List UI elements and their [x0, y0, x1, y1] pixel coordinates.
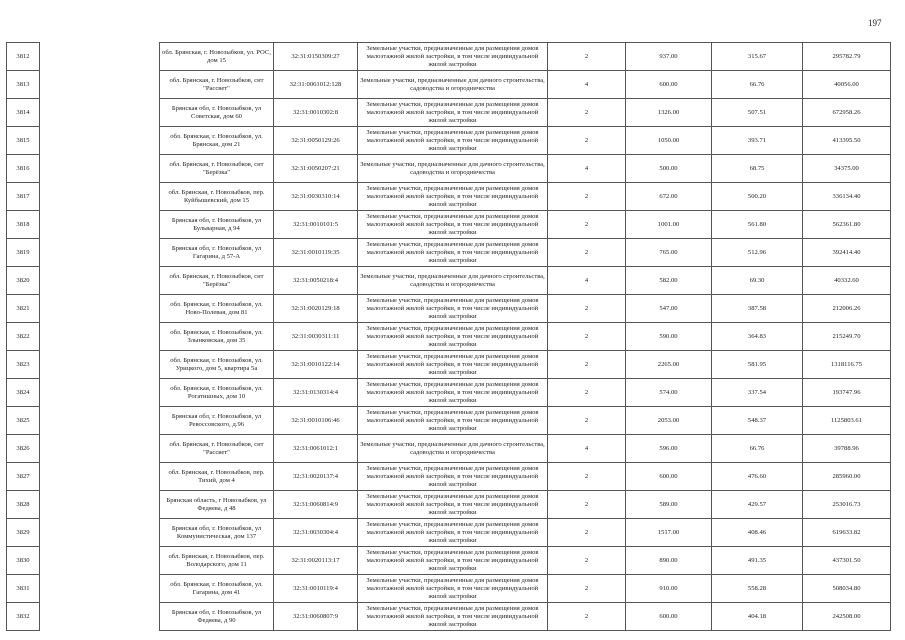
address-cell: Брянская обл, г. Новозыбков, ул Коммунистическая, дом 137 — [160, 519, 274, 547]
gap-cell — [40, 127, 160, 155]
land-use-description-cell: Земельные участки, предназначенные для размещения домов малоэтажной жилой застройки, в том числе индивидуальной жилой застройки — [358, 295, 548, 323]
specific-value-cell: 393.71 — [712, 127, 803, 155]
group-number-cell: 2 — [548, 295, 626, 323]
land-use-description-cell: Земельные участки, предназначенные для размещения домов малоэтажной жилой застройки, в том числе индивидуальной жилой застройки — [358, 211, 548, 239]
row-number-cell: 3812 — [7, 43, 40, 71]
cadastral-number-cell: 32:31:0060814:9 — [274, 491, 358, 519]
specific-value-cell: 548.37 — [712, 407, 803, 435]
cadastral-number-cell: 32:31:0050207:21 — [274, 155, 358, 183]
gap-cell — [40, 239, 160, 267]
group-number-cell: 2 — [548, 323, 626, 351]
cadastral-number-cell: 32:31:0010119:4 — [274, 575, 358, 603]
cadastral-number-cell: 32:31:0061012:128 — [274, 71, 358, 99]
cadastral-value-cell: 212006.26 — [803, 295, 891, 323]
table-row — [7, 155, 891, 183]
row-number-cell: 3820 — [7, 267, 40, 295]
table-row — [7, 435, 891, 463]
specific-value-cell: 491.35 — [712, 547, 803, 575]
address-cell: Брянская обл, г. Новозыбков, ул Федяева, д 90 — [160, 603, 274, 631]
gap-cell — [40, 463, 160, 491]
table-row — [7, 267, 891, 295]
gap-cell — [40, 379, 160, 407]
group-number-cell: 4 — [548, 435, 626, 463]
land-use-description-cell: Земельные участки, предназначенные для размещения домов малоэтажной жилой застройки, в том числе индивидуальной жилой застройки — [358, 407, 548, 435]
specific-value-cell: 476.60 — [712, 463, 803, 491]
address-cell: обл. Брянская, г. Новозыбков, ул. Злынковская, дом 35 — [160, 323, 274, 351]
group-number-cell: 2 — [548, 603, 626, 631]
table-row — [7, 71, 891, 99]
cadastral-value-cell: 508034.80 — [803, 575, 891, 603]
land-registry-table — [6, 42, 891, 631]
cadastral-number-cell: 32:31:0050129:26 — [274, 127, 358, 155]
land-use-description-cell: Земельные участки, предназначенные для размещения домов малоэтажной жилой застройки, в том числе индивидуальной жилой застройки — [358, 519, 548, 547]
cadastral-value-cell: 1125803.61 — [803, 407, 891, 435]
group-number-cell: 2 — [548, 519, 626, 547]
row-number-cell: 3823 — [7, 351, 40, 379]
specific-value-cell: 404.18 — [712, 603, 803, 631]
page-number: 197 — [868, 18, 882, 28]
row-number-cell: 3832 — [7, 603, 40, 631]
group-number-cell: 4 — [548, 71, 626, 99]
area-cell: 2053.00 — [626, 407, 712, 435]
area-cell: 596.00 — [626, 435, 712, 463]
land-use-description-cell: Земельные участки, предназначенные для дачного строительства, садоводства и огородничества — [358, 71, 548, 99]
cadastral-number-cell: 32:31:0030311:11 — [274, 323, 358, 351]
row-number-cell: 3813 — [7, 71, 40, 99]
cadastral-number-cell: 32:31:0061012:1 — [274, 435, 358, 463]
cadastral-number-cell: 32:31:0020137:4 — [274, 463, 358, 491]
table-row — [7, 183, 891, 211]
group-number-cell: 4 — [548, 267, 626, 295]
table-row — [7, 43, 891, 71]
land-use-description-cell: Земельные участки, предназначенные для размещения домов малоэтажной жилой застройки, в том числе индивидуальной жилой застройки — [358, 463, 548, 491]
group-number-cell: 2 — [548, 575, 626, 603]
specific-value-cell: 66.76 — [712, 435, 803, 463]
specific-value-cell: 408.46 — [712, 519, 803, 547]
specific-value-cell: 558.28 — [712, 575, 803, 603]
cadastral-number-cell: 32:31:0010122:14 — [274, 351, 358, 379]
gap-cell — [40, 519, 160, 547]
address-cell: обл. Брянская, г. Новозыбков, снт "Рассвет" — [160, 435, 274, 463]
table-row — [7, 211, 891, 239]
address-cell: обл. Брянская, г. Новозыбков, снт "Берёзка" — [160, 155, 274, 183]
specific-value-cell: 429.57 — [712, 491, 803, 519]
area-cell: 765.00 — [626, 239, 712, 267]
land-use-description-cell: Земельные участки, предназначенные для дачного строительства, садоводства и огородничества — [358, 267, 548, 295]
cadastral-number-cell: 32:31:0130314:4 — [274, 379, 358, 407]
specific-value-cell: 507.51 — [712, 99, 803, 127]
address-cell: обл. Брянская, г. Новозыбков, ул. Урицкого, дом 5, квартира 5а — [160, 351, 274, 379]
land-use-description-cell: Земельные участки, предназначенные для размещения домов малоэтажной жилой застройки, в том числе индивидуальной жилой застройки — [358, 547, 548, 575]
land-use-description-cell: Земельные участки, предназначенные для размещения домов малоэтажной жилой застройки, в том числе индивидуальной жилой застройки — [358, 99, 548, 127]
cadastral-number-cell: 32:31:0150309:27 — [274, 43, 358, 71]
row-number-cell: 3828 — [7, 491, 40, 519]
gap-cell — [40, 211, 160, 239]
land-use-description-cell: Земельные участки, предназначенные для размещения домов малоэтажной жилой застройки, в том числе индивидуальной жилой застройки — [358, 491, 548, 519]
cadastral-value-cell: 413395.50 — [803, 127, 891, 155]
cadastral-value-cell: 242508.00 — [803, 603, 891, 631]
row-number-cell: 3825 — [7, 407, 40, 435]
land-use-description-cell: Земельные участки, предназначенные для размещения домов малоэтажной жилой застройки, в том числе индивидуальной жилой застройки — [358, 239, 548, 267]
cadastral-number-cell: 32:31:0010302:8 — [274, 99, 358, 127]
row-number-cell: 3827 — [7, 463, 40, 491]
table-row — [7, 519, 891, 547]
cadastral-value-cell: 253016.73 — [803, 491, 891, 519]
cadastral-number-cell: 32:31:0030310:14 — [274, 183, 358, 211]
group-number-cell: 2 — [548, 99, 626, 127]
cadastral-value-cell: 336134.40 — [803, 183, 891, 211]
cadastral-number-cell: 32:31:0010106:46 — [274, 407, 358, 435]
table-row — [7, 99, 891, 127]
group-number-cell: 2 — [548, 43, 626, 71]
land-use-description-cell: Земельные участки, предназначенные для дачного строительства, садоводства и огородничества — [358, 155, 548, 183]
group-number-cell: 2 — [548, 239, 626, 267]
area-cell: 600.00 — [626, 71, 712, 99]
table-row — [7, 491, 891, 519]
gap-cell — [40, 575, 160, 603]
area-cell: 890.00 — [626, 547, 712, 575]
address-cell: Брянская обл, г. Новозыбков, ул Гагарина, д 57-А — [160, 239, 274, 267]
cadastral-value-cell: 437301.50 — [803, 547, 891, 575]
address-cell: обл. Брянская, г. Новозыбков, пер. Куйбышевский, дом 15 — [160, 183, 274, 211]
row-number-cell: 3822 — [7, 323, 40, 351]
land-use-description-cell: Земельные участки, предназначенные для размещения домов малоэтажной жилой застройки, в том числе индивидуальной жилой застройки — [358, 183, 548, 211]
cadastral-number-cell: 32:31:0010119:35 — [274, 239, 358, 267]
specific-value-cell: 337.54 — [712, 379, 803, 407]
gap-cell — [40, 603, 160, 631]
table-row — [7, 127, 891, 155]
address-cell: обл. Брянская, г. Новозыбков, снт "Берёзка" — [160, 267, 274, 295]
row-number-cell: 3815 — [7, 127, 40, 155]
group-number-cell: 2 — [548, 211, 626, 239]
area-cell: 1517.00 — [626, 519, 712, 547]
row-number-cell: 3826 — [7, 435, 40, 463]
cadastral-value-cell: 39788.96 — [803, 435, 891, 463]
address-cell: обл. Брянская, г. Новозыбков, ул. Ново-Полевая, дом 81 — [160, 295, 274, 323]
gap-cell — [40, 351, 160, 379]
group-number-cell: 2 — [548, 351, 626, 379]
gap-cell — [40, 183, 160, 211]
gap-cell — [40, 407, 160, 435]
row-number-cell: 3816 — [7, 155, 40, 183]
row-number-cell: 3830 — [7, 547, 40, 575]
address-cell: Брянская обл, г. Новозыбков, ул Бульварная, д 94 — [160, 211, 274, 239]
table-row — [7, 547, 891, 575]
cadastral-value-cell: 215249.70 — [803, 323, 891, 351]
land-use-description-cell: Земельные участки, предназначенные для размещения домов малоэтажной жилой застройки, в том числе индивидуальной жилой застройки — [358, 575, 548, 603]
specific-value-cell: 66.76 — [712, 71, 803, 99]
specific-value-cell: 581.95 — [712, 351, 803, 379]
area-cell: 600.00 — [626, 603, 712, 631]
cadastral-number-cell: 32:31:0060807:9 — [274, 603, 358, 631]
address-cell: обл. Брянская, г. Новозыбков, снт "Рассвет" — [160, 71, 274, 99]
cadastral-value-cell: 1318116.75 — [803, 351, 891, 379]
address-cell: Брянская обл, г. Новозыбков, ул Ревоссовского, д.96 — [160, 407, 274, 435]
table-row — [7, 603, 891, 631]
gap-cell — [40, 295, 160, 323]
area-cell: 1050.00 — [626, 127, 712, 155]
gap-cell — [40, 491, 160, 519]
specific-value-cell: 500.20 — [712, 183, 803, 211]
land-use-description-cell: Земельные участки, предназначенные для размещения домов малоэтажной жилой застройки, в том числе индивидуальной жилой застройки — [358, 127, 548, 155]
row-number-cell: 3829 — [7, 519, 40, 547]
group-number-cell: 2 — [548, 491, 626, 519]
address-cell: Брянская область, г Новозыбков, ул Федяева, д 48 — [160, 491, 274, 519]
specific-value-cell: 315.67 — [712, 43, 803, 71]
address-cell: Брянская обл, г. Новозыбков, ул Советская, дом 60 — [160, 99, 274, 127]
table-row — [7, 323, 891, 351]
cadastral-value-cell: 40332.60 — [803, 267, 891, 295]
address-cell: обл. Брянская, г. Новозыбков, пер. Володарского, дом 11 — [160, 547, 274, 575]
address-cell: обл. Брянская, г. Новозыбков, ул. РОС, дом 15 — [160, 43, 274, 71]
group-number-cell: 2 — [548, 379, 626, 407]
specific-value-cell: 512.96 — [712, 239, 803, 267]
group-number-cell: 4 — [548, 155, 626, 183]
gap-cell — [40, 267, 160, 295]
area-cell: 1001.00 — [626, 211, 712, 239]
cadastral-number-cell: 32:31:0030304:4 — [274, 519, 358, 547]
row-number-cell: 3824 — [7, 379, 40, 407]
area-cell: 574.00 — [626, 379, 712, 407]
area-cell: 582.00 — [626, 267, 712, 295]
area-cell: 937.00 — [626, 43, 712, 71]
area-cell: 2265.00 — [626, 351, 712, 379]
table-row — [7, 295, 891, 323]
land-use-description-cell: Земельные участки, предназначенные для размещения домов малоэтажной жилой застройки, в том числе индивидуальной жилой застройки — [358, 351, 548, 379]
gap-cell — [40, 547, 160, 575]
specific-value-cell: 387.58 — [712, 295, 803, 323]
table-row — [7, 407, 891, 435]
area-cell: 600.00 — [626, 463, 712, 491]
gap-cell — [40, 155, 160, 183]
specific-value-cell: 68.75 — [712, 155, 803, 183]
table-body — [7, 43, 891, 631]
row-number-cell: 3819 — [7, 239, 40, 267]
land-use-description-cell: Земельные участки, предназначенные для размещения домов малоэтажной жилой застройки, в том числе индивидуальной жилой застройки — [358, 43, 548, 71]
cadastral-number-cell: 32:31:0010101:5 — [274, 211, 358, 239]
cadastral-value-cell: 672958.26 — [803, 99, 891, 127]
area-cell: 500.00 — [626, 155, 712, 183]
row-number-cell: 3814 — [7, 99, 40, 127]
row-number-cell: 3821 — [7, 295, 40, 323]
specific-value-cell: 69.30 — [712, 267, 803, 295]
gap-cell — [40, 323, 160, 351]
table-row — [7, 463, 891, 491]
row-number-cell: 3818 — [7, 211, 40, 239]
row-number-cell: 3831 — [7, 575, 40, 603]
cadastral-number-cell: 32:31:0020113:17 — [274, 547, 358, 575]
group-number-cell: 2 — [548, 407, 626, 435]
address-cell: обл. Брянская, г. Новозыбков, ул. Рогатишных, дом 10 — [160, 379, 274, 407]
table-row — [7, 351, 891, 379]
group-number-cell: 2 — [548, 463, 626, 491]
area-cell: 1326.00 — [626, 99, 712, 127]
gap-cell — [40, 435, 160, 463]
group-number-cell: 2 — [548, 127, 626, 155]
group-number-cell: 2 — [548, 183, 626, 211]
area-cell: 910.00 — [626, 575, 712, 603]
cadastral-value-cell: 295782.79 — [803, 43, 891, 71]
address-cell: обл. Брянская, г. Новозыбков, ул. Брянская, дом 21 — [160, 127, 274, 155]
area-cell: 672.00 — [626, 183, 712, 211]
land-use-description-cell: Земельные участки, предназначенные для размещения домов малоэтажной жилой застройки, в том числе индивидуальной жилой застройки — [358, 323, 548, 351]
specific-value-cell: 561.80 — [712, 211, 803, 239]
address-cell: обл. Брянская, г. Новозыбков, пер. Тихий, дом 4 — [160, 463, 274, 491]
cadastral-number-cell: 32:31:0050218:4 — [274, 267, 358, 295]
address-cell: обл. Брянская, г. Новозыбков, ул. Гагарина, дом 41 — [160, 575, 274, 603]
cadastral-value-cell: 392414.40 — [803, 239, 891, 267]
table-row — [7, 239, 891, 267]
area-cell: 589.00 — [626, 491, 712, 519]
table-row — [7, 575, 891, 603]
cadastral-value-cell: 34375.00 — [803, 155, 891, 183]
group-number-cell: 2 — [548, 547, 626, 575]
row-number-cell: 3817 — [7, 183, 40, 211]
cadastral-number-cell: 32:31:0020129:18 — [274, 295, 358, 323]
specific-value-cell: 364.83 — [712, 323, 803, 351]
gap-cell — [40, 43, 160, 71]
land-use-description-cell: Земельные участки, предназначенные для размещения домов малоэтажной жилой застройки, в том числе индивидуальной жилой застройки — [358, 603, 548, 631]
cadastral-value-cell: 285960.00 — [803, 463, 891, 491]
cadastral-value-cell: 40056.00 — [803, 71, 891, 99]
table-row — [7, 379, 891, 407]
land-use-description-cell: Земельные участки, предназначенные для дачного строительства, садоводства и огородничества — [358, 435, 548, 463]
gap-cell — [40, 99, 160, 127]
gap-cell — [40, 71, 160, 99]
land-use-description-cell: Земельные участки, предназначенные для размещения домов малоэтажной жилой застройки, в том числе индивидуальной жилой застройки — [358, 379, 548, 407]
area-cell: 590.00 — [626, 323, 712, 351]
area-cell: 547.00 — [626, 295, 712, 323]
cadastral-value-cell: 193747.96 — [803, 379, 891, 407]
cadastral-value-cell: 619633.82 — [803, 519, 891, 547]
cadastral-value-cell: 562361.80 — [803, 211, 891, 239]
